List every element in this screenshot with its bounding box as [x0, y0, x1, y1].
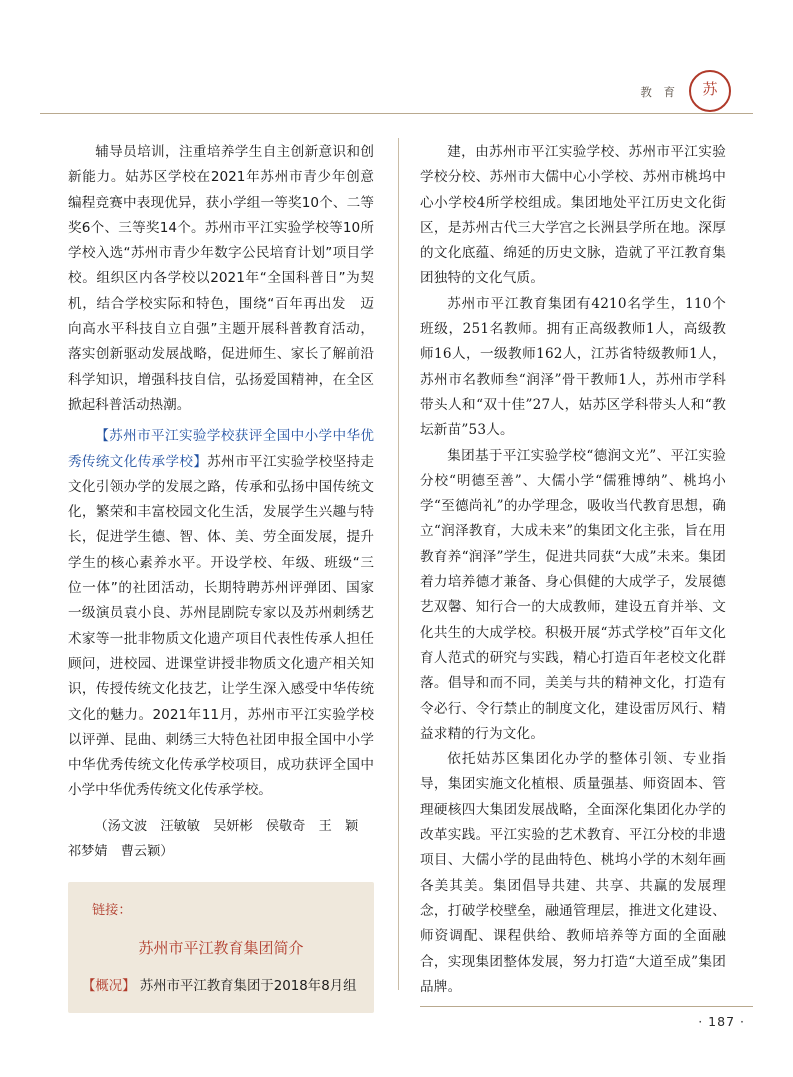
link-box-tag: 【概况】: [82, 978, 136, 994]
paragraph: 建，由苏州市平江实验学校、苏州市平江实验学校分校、苏州市大儒中心小学校、苏州市桃坞中心小学校4所学校组成。集团地处平江历史文化街区，是苏州古代三大学宫之长洲县学所在地。深厚的文化底蕴、绵延的历史文脉，造就了平江教育集团独特的文化气质。: [420, 144, 726, 287]
runin-body: 苏州市平江实验学校坚持走文化引领办学的发展之路，传承和弘扬中国传统文化，繁荣和丰富校园文化生活，发展学生兴趣与特长，促进学生德、智、体、美、劳全面发展，提升学生的核心素养水平。开设学校、年级、班级“三位一体”的社团活动，长期特聘苏州评弹团、国家一级演员袁小良、苏州昆剧院专家以及苏州刺绣艺术家等一批非物质文化遗产项目代表性传承人担任顾问，进校园、进课堂讲授非物质文化遗产相关知识，传授传统文化技艺，让学生深入感受中华传统文化的魅力。2021年11月，苏州市平江实验学校以评弹、昆曲、刺绣三大特色社团申报全国中小学中华优秀传统文化传承学校项目，成功获评全国中小学中华优秀传统文化传承学校。: [68, 453, 375, 799]
byline: （汤文波 汪敏敏 吴妍彬 侯敬奇 王 颖 祁梦婧 曹云颖）: [68, 818, 372, 860]
footer-divider: [420, 1006, 753, 1007]
runin-heading: 【苏州市平江实验学校获评全国中小学中华优秀传统文化传承学校】: [68, 428, 374, 470]
paragraph: 苏州市平江教育集团有4210名学生，110个班级，251名教师。拥有正高级教师1人，高级教师16人，一级教师162人，江苏省特级教师1人，苏州市名教师叁“润泽”骨干教师1人，苏州市学科带头人和“双十佳”27人，姑苏区学科带头人和“教坛新苗”53人。: [420, 295, 726, 439]
page-number: · 187 ·: [698, 1014, 745, 1029]
right-column: [420, 140, 726, 1000]
header-divider: [40, 113, 753, 114]
paragraph: 辅导员培训，注重培养学生自主创新意识和创新能力。姑苏区学校在2021年苏州市青少年创意编程竞赛中表现优异，获小学组一等奖10个、二等奖6个、三等奖14个。苏州市平江实验学校等10所学校入选“苏州市青少年数字公民培育计划”项目学校。组织区内各学校以2021年“全国科普日”为契机，结合学校实际和特色，围绕“百年再出发 迈向高水平科技自立自强”主题开展科普教育活动，落实创新驱动发展战略，促进师生、家长了解前沿科学知识，增强科技自信，弘扬爱国精神，在全区掀起科普活动热潮。: [68, 144, 374, 413]
left-column: [68, 140, 374, 1013]
page-header: [40, 62, 753, 114]
seal-icon: 苏: [689, 70, 731, 112]
paragraph: 依托姑苏区集团化办学的整体引领、专业指导，集团实施文化植根、质量强基、师资固本、管理硬核四大集团发展战略，全面深化集团化办学的改革实践。平江实验的艺术教育、平江分校的非遗项目、大儒小学的昆曲特色、桃坞小学的木刻年画各美其美。集团倡导共建、共享、共赢的发展理念，打破学校壁垒，融通管理层，推进文化建设、师资调配、课程供给、教师培养等方面的全面融合，实现集团整体发展，努力打造“大道至成”集团品牌。: [420, 751, 726, 995]
paragraph: 集团基于平江实验学校“德润文光”、平江实验分校“明德至善”、大儒小学“儒雅博纳”、桃坞小学“至德尚礼”的办学理念，吸收当代教育思想，确立“润泽教育，大成未来”的集团文化主张，旨在用教育养“润泽”学生，促进共同获“大成”未来。集团着力培养德才兼备、身心俱健的大成学子，发展德艺双馨、知行合一的大成教师，建设五育并举、文化共生的大成学校。积极开展“苏式学校”百年文化育人范式的研究与实践，精心打造百年老校文化群落。倡导和而不同，美美与共的精神文化，打造有令必行、令行禁止的制度文化，建设雷厉风行、精益求精的行为文化。: [420, 447, 726, 742]
column-divider: [398, 138, 399, 990]
link-box: [68, 882, 374, 1013]
section-label: 教 育: [640, 85, 679, 99]
link-box-text: 苏州市平江教育集团于2018年8月组: [139, 978, 357, 994]
runin-heading-paragraph: [68, 424, 374, 803]
link-box-label: 链接：: [92, 903, 132, 919]
link-box-body: [82, 975, 360, 999]
link-box-title: 苏州市平江教育集团简介: [138, 938, 304, 957]
